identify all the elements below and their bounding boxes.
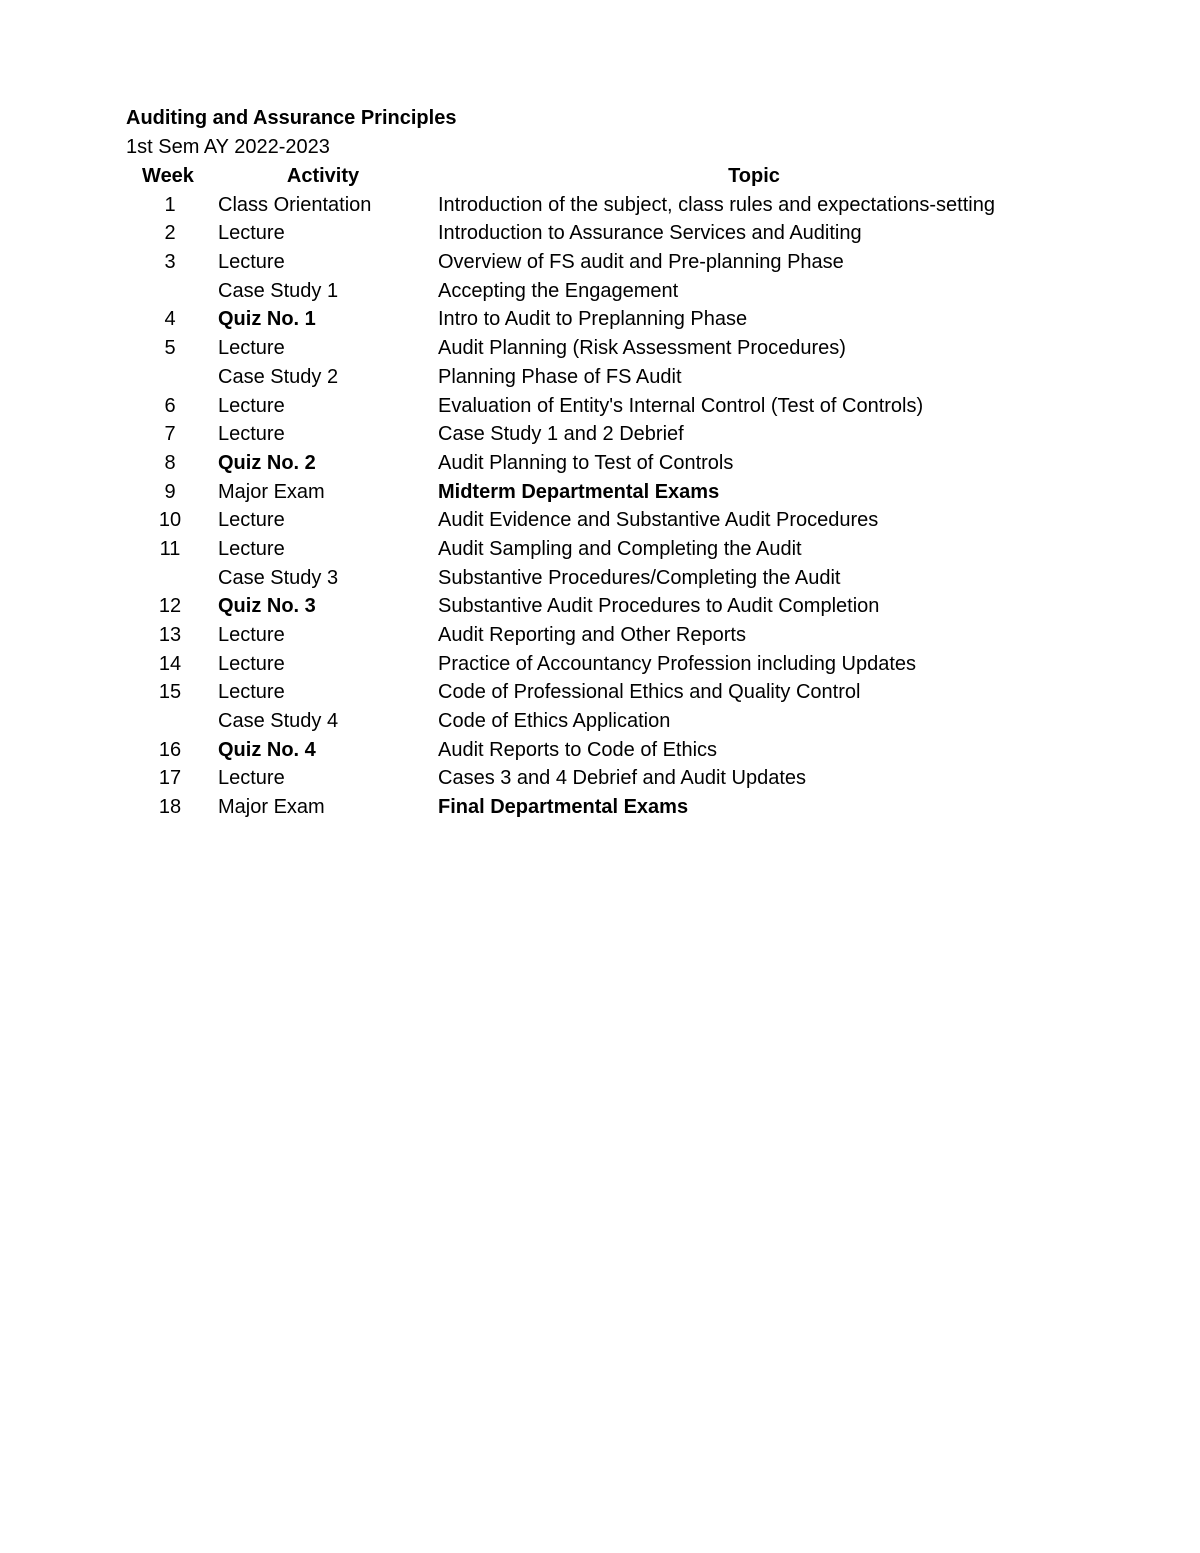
activity-column-header: Activity	[286, 165, 360, 187]
week-cell: 14	[158, 652, 182, 675]
activity-cell: Lecture	[218, 394, 285, 417]
week-column-header: Week	[142, 165, 194, 187]
table-row	[0, 678, 1200, 707]
week-cell: 12	[158, 595, 182, 618]
schedule-table	[0, 162, 1200, 822]
topic-cell: Practice of Accountancy Profession including Updates	[438, 652, 917, 675]
activity-cell: Quiz No. 4	[218, 738, 316, 761]
activity-cell: Lecture	[218, 681, 285, 704]
activity-cell: Lecture	[218, 423, 285, 446]
table-row	[0, 420, 1200, 449]
table-row	[0, 363, 1200, 392]
topic-cell: Audit Reports to Code of Ethics	[438, 738, 718, 761]
table-row	[0, 707, 1200, 736]
topic-cell: Substantive Procedures/Completing the Audit	[438, 566, 841, 589]
topic-column-header: Topic	[728, 165, 780, 187]
topic-cell: Overview of FS audit and Pre-planning Phase	[438, 251, 844, 274]
activity-cell: Lecture	[218, 251, 285, 274]
topic-cell: Audit Planning to Test of Controls	[438, 451, 734, 474]
activity-cell: Quiz No. 1	[218, 308, 316, 331]
activity-cell: Quiz No. 3	[218, 595, 316, 618]
topic-cell: Midterm Departmental Exams	[438, 480, 720, 503]
topic-cell: Introduction to Assurance Services and Auditing	[438, 222, 862, 245]
week-cell: 17	[158, 767, 182, 790]
table-row	[0, 764, 1200, 793]
week-cell: 1	[164, 193, 176, 216]
topic-cell: Introduction of the subject, class rules and expectations-setting	[438, 193, 995, 216]
week-cell: 13	[158, 624, 182, 646]
activity-cell: Lecture	[218, 652, 285, 675]
week-cell: 5	[164, 337, 176, 360]
activity-cell: Case Study 3	[218, 566, 339, 589]
topic-cell: Audit Sampling and Completing the Audit	[438, 537, 802, 560]
table-row	[0, 219, 1200, 248]
document-subtitle: 1st Sem AY 2022-2023	[126, 136, 330, 158]
table-row	[0, 621, 1200, 650]
table-row	[0, 392, 1200, 421]
table-row	[0, 478, 1200, 507]
week-cell: 2	[164, 222, 176, 245]
table-row	[0, 592, 1200, 621]
week-cell: 8	[164, 451, 176, 474]
week-cell: 18	[158, 796, 182, 819]
table-row	[0, 736, 1200, 765]
activity-cell: Lecture	[218, 767, 285, 790]
activity-cell: Lecture	[218, 222, 285, 245]
topic-cell: Planning Phase of FS Audit	[438, 365, 682, 388]
table-row	[0, 191, 1200, 220]
activity-cell: Class Orientation	[218, 193, 372, 216]
table-row	[0, 793, 1200, 822]
activity-cell: Major Exam	[218, 480, 325, 503]
topic-cell: Code of Professional Ethics and Quality Control	[438, 681, 861, 704]
table-body	[0, 191, 1200, 822]
week-cell: 7	[164, 423, 176, 446]
week-cell: 16	[158, 738, 182, 761]
topic-cell: Cases 3 and 4 Debrief and Audit Updates	[438, 767, 807, 790]
topic-cell: Evaluation of Entity's Internal Control (Test of Controls)	[438, 394, 924, 417]
document-title: Auditing and Assurance Principles	[126, 107, 457, 129]
table-row	[0, 564, 1200, 593]
activity-cell: Lecture	[218, 624, 285, 646]
week-cell: 6	[164, 394, 176, 417]
table-row	[0, 305, 1200, 334]
topic-cell: Case Study 1 and 2 Debrief	[438, 423, 684, 446]
topic-cell: Intro to Audit to Preplanning Phase	[438, 308, 748, 331]
activity-cell: Lecture	[218, 509, 285, 532]
topic-cell: Substantive Audit Procedures to Audit Completion	[438, 595, 880, 618]
activity-cell: Case Study 1	[218, 279, 339, 302]
topic-cell: Accepting the Engagement	[438, 279, 679, 302]
week-cell: 9	[164, 480, 176, 503]
week-cell: 4	[164, 308, 176, 331]
topic-cell: Final Departmental Exams	[438, 796, 689, 819]
table-row	[0, 535, 1200, 564]
topic-cell: Audit Planning (Risk Assessment Procedures)	[438, 337, 846, 360]
table-row	[0, 650, 1200, 679]
topic-cell: Audit Reporting and Other Reports	[438, 624, 746, 646]
activity-cell: Lecture	[218, 337, 285, 360]
table-row	[0, 449, 1200, 478]
activity-cell: Case Study 2	[218, 365, 339, 388]
week-cell: 10	[158, 509, 182, 532]
table-header-row	[0, 162, 1200, 191]
week-cell: 15	[158, 681, 182, 704]
topic-cell: Code of Ethics Application	[438, 710, 671, 733]
week-cell: 3	[164, 251, 176, 274]
activity-cell: Case Study 4	[218, 710, 339, 733]
topic-cell: Audit Evidence and Substantive Audit Procedures	[438, 509, 879, 532]
activity-cell: Lecture	[218, 537, 285, 560]
table-row	[0, 334, 1200, 363]
activity-cell: Major Exam	[218, 796, 325, 819]
week-cell: 11	[159, 537, 181, 560]
table-row	[0, 277, 1200, 306]
table-row	[0, 248, 1200, 277]
table-row	[0, 506, 1200, 535]
activity-cell: Quiz No. 2	[218, 451, 316, 474]
